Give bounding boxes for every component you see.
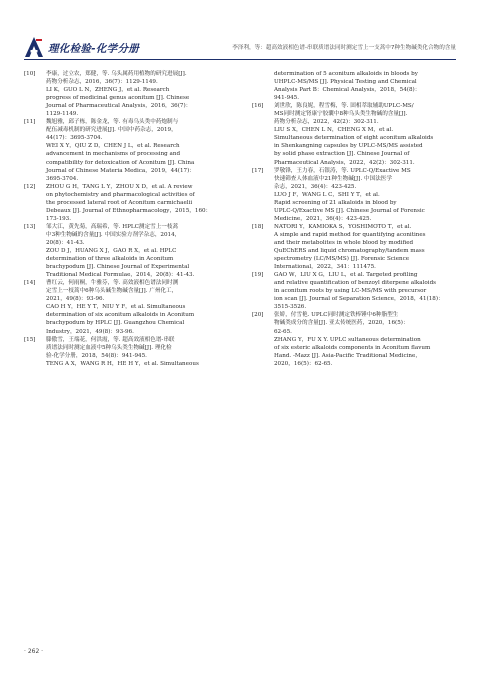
reference-line: TENG A X，WANG R H，HE H Y，et al. Simultaneous xyxy=(46,360,199,367)
page-header xyxy=(24,36,456,62)
reference-line: WEI X Y，QIU Z D，CHEN J L，et al. Research xyxy=(46,143,180,150)
reference-number: [10] xyxy=(24,71,36,77)
reference-line: Rapid screening of 21 alkaloids in blood by xyxy=(274,199,397,206)
reference-line: determination of six aconitum alkaloids in Aconitum xyxy=(46,312,195,319)
reference-line: 2020，16(5)：62-65. xyxy=(274,360,333,367)
reference-line: International，2022，341：111475. xyxy=(274,264,376,271)
reference-line: 定雪上一枝蒿中6种乌头碱生物碱含量[J]. 广州化工， xyxy=(46,288,178,295)
reference-line: 罗敬锋，王力春，石银涛，等. UPLC-Q/Exactive MS xyxy=(274,167,411,174)
reference-line: Debeaux [J]. Journal of Ethnopharmacology，2015，160： xyxy=(46,207,212,214)
reference-line: determination of three alkaloids in Aconitum xyxy=(46,256,174,263)
reference-entry xyxy=(252,70,456,102)
reference-line: UHPLC-MS/MS [J]. Physical Testing and Chemical xyxy=(274,79,417,86)
reference-line: 杂志，2021，36(4)：423-425. xyxy=(274,183,357,190)
reference-line: Journal of Chinese Materia Medica，2019，44(17)： xyxy=(46,167,195,174)
reference-line: ion scan [J]. Journal of Separation Science，2018，41(18)： xyxy=(274,296,444,303)
reference-entry xyxy=(24,183,228,223)
reference-line: 44(17)：3695-3704. xyxy=(46,135,103,142)
page-number: · 262 · xyxy=(24,648,44,655)
reference-number: [19] xyxy=(252,272,264,279)
reference-line: Hand. -Mazz [J]. Asia-Pacific Traditional Medicine， xyxy=(274,352,421,359)
reference-line: 快速筛查人体血液中21种生物碱[J]. 中国法医学 xyxy=(274,175,392,182)
reference-line: Simultaneous determination of eight aconitum alkaloids xyxy=(274,135,434,142)
reference-line: and their metabolites in whole blood by modified xyxy=(274,239,414,246)
references-right-column xyxy=(252,70,456,368)
reference-line: LI K，GUO L N，ZHENG J，et al. Research xyxy=(46,87,170,94)
reference-line: 张娇，付雪艳. UPLC同时测定铁棒锤中6种脂型生 xyxy=(274,312,399,319)
reference-line: the processed lateral root of Aconitum carmichaelii xyxy=(46,199,193,206)
journal-logo-icon xyxy=(24,36,44,58)
reference-number: [12] xyxy=(24,183,36,190)
journal-logo-text: 理化检验-化学分册 xyxy=(48,43,140,55)
reference-entry xyxy=(24,223,228,279)
running-head: 李泽利，等：超高效液相色谱-串联质谱法同时测定雪上一支蒿中7种生物碱类化合物的含量 xyxy=(232,45,456,51)
reference-line: brachypodum by HPLC [J]. Guangzhou Chemical xyxy=(46,320,185,327)
reference-line: 验-化学分册，2018，54(8)：941-945. xyxy=(46,352,147,359)
reference-line: QuEChERS and liquid chromatography/tandem mass xyxy=(274,248,425,255)
reference-line: Pharmaceutical Analysis，2022，42(2)：302-311. xyxy=(274,159,415,166)
reference-number: [15] xyxy=(24,336,36,343)
reference-entry xyxy=(252,102,456,166)
reference-line: Traditional Medical Formulae，2014，20(8)：41-43. xyxy=(46,272,195,279)
header-rule xyxy=(24,59,456,60)
reference-line: 药物分析杂志，2022，42(2)：302-311. xyxy=(274,119,379,126)
reference-line: 滕傲雪，王端花，何洪霞，等. 超高效液相色谱-串联 xyxy=(46,336,175,343)
reference-number: [16] xyxy=(252,103,264,110)
reference-line: UPLC-Q/Exactive MS [J]. Chinese Journal of Forensic xyxy=(274,207,425,214)
reference-number: [14] xyxy=(24,280,36,287)
reference-line: CAO H Y，HE Y T，NIU Y F，et al. Simultaneous xyxy=(46,304,186,311)
reference-line: Analysis Part B：Chemical Analysis，2018，54(8)： xyxy=(274,87,421,94)
reference-line: ZHOU G H，TANG L Y，ZHOU X D，et al. A review xyxy=(46,183,193,190)
reference-line: in aconitum roots by using LC-MS/MS with precursor xyxy=(274,288,427,295)
reference-line: 173-193. xyxy=(46,215,72,222)
reference-line: ZOU D J，HUANG X J，GAO R X，et al. HPLC xyxy=(46,248,177,255)
reference-line: 20(8)：41-43. xyxy=(46,239,85,246)
reference-line: spectrometry (LC/MS/MS) [J]. Forensic Science xyxy=(274,256,410,263)
references-left-column xyxy=(24,70,228,368)
reference-line: by solid phase extraction [J]. Chinese Journal of xyxy=(274,151,410,158)
reference-number: [11] xyxy=(24,119,36,126)
reference-line: 3695-3704. xyxy=(46,175,79,182)
reference-line: LIU S X，CHEN L N，CHENG X M，et al. xyxy=(274,127,394,134)
reference-entry xyxy=(252,223,456,271)
reference-line: 质谱法同时测定血液中5种乌头类生物碱[J]. 理化检 xyxy=(46,344,172,351)
reference-line: 中3种生物碱的含量[J]. 中国实验方剂学杂志，2014， xyxy=(46,231,181,238)
reference-line: of six esteric alkaloids components in Aconitum flavum xyxy=(274,344,431,351)
reference-line: NATORI Y，KAMIOKA S，YOSHIMOTO T，et al. xyxy=(274,223,412,230)
reference-entry xyxy=(252,271,456,311)
reference-line: 药物分析杂志，2016，36(7)：1129-1149. xyxy=(46,79,158,86)
reference-line: brachypodum [J]. Chinese Journal of Experimental xyxy=(46,264,190,271)
reference-line: GAO W，LIU X G，LIU L，et al. Targeted profiling xyxy=(274,272,418,279)
reference-line: MS同时测定肾康宁胶囊中8种乌头类生物碱的含量[J]. xyxy=(274,111,408,118)
reference-number: [18] xyxy=(252,223,264,230)
reference-line: Journal of Pharmaceutical Analysis，2016，36(7)： xyxy=(46,103,192,110)
reference-line: on phytochemistry and pharmacological activities of xyxy=(46,191,195,198)
reference-number: [17] xyxy=(252,167,264,174)
reference-line: 物碱类成分的含量[J]. 亚太传统医药，2020，16(5)： xyxy=(274,320,409,327)
reference-line: 2021，49(8)：93-96. xyxy=(46,296,105,303)
reference-line: 曹红云，何雨桐，牛雅芬，等. 高效液相色谱法同时测 xyxy=(46,280,179,287)
reference-line: advancement in mechanisms of processing and xyxy=(46,151,181,158)
reference-line: 62-65. xyxy=(274,328,292,335)
reference-line: progress of medicinal genus aconitum [J]. Chinese xyxy=(46,95,190,102)
reference-entry xyxy=(24,279,228,335)
reference-number: [20] xyxy=(252,312,264,319)
reference-entry xyxy=(252,311,456,367)
reference-line: 刘世欣，陈良妮，程雪梅，等. 固相萃取辅助UPLC-MS/ xyxy=(274,103,414,110)
reference-line: Industry，2021，49(8)：93-96. xyxy=(46,328,134,335)
reference-line: 配伍减毒机制的研究进展[J]. 中国中药杂志，2019， xyxy=(46,127,177,134)
reference-line: 李康，过立农，郑健，等. 乌头属药用植物的研究进展[J]. xyxy=(46,71,187,77)
reference-entry xyxy=(24,336,228,368)
reference-line: 1129-1149. xyxy=(46,111,79,118)
reference-line: 魏旭雅，邱子栋，陈金龙，等. 有毒乌头类中药炮制与 xyxy=(46,119,179,126)
reference-number: [13] xyxy=(24,223,36,230)
reference-line: LUO J F，WANG L C，SHI Y T，et al. xyxy=(274,191,380,198)
reference-entry xyxy=(252,167,456,223)
reference-entry xyxy=(24,118,228,182)
reference-line: A simple and rapid method for quantifying aconitines xyxy=(274,231,426,238)
reference-line: 邹大江，黄先菊，高瑞希，等. HPLC测定雪上一枝蒿 xyxy=(46,223,179,230)
reference-line: and relative quantification of benzoyl diterpene alkaloids xyxy=(274,280,437,287)
reference-line: 3515-3526. xyxy=(274,304,307,311)
reference-entry xyxy=(24,70,228,118)
reference-line: 941-945. xyxy=(274,95,300,102)
reference-line: in Shenkangning capsules by UPLC-MS/MS assisted xyxy=(274,143,423,150)
reference-line: determination of 5 aconitum alkaloids in bloods by xyxy=(274,71,418,77)
reference-line: ZHANG Y，FU X Y. UPLC sultaneous determination xyxy=(274,336,421,343)
reference-line: Medicine，2021，36(4)：423-425. xyxy=(274,215,372,222)
reference-line: compatibility for detoxication of Aconitum [J]. China xyxy=(46,159,195,166)
